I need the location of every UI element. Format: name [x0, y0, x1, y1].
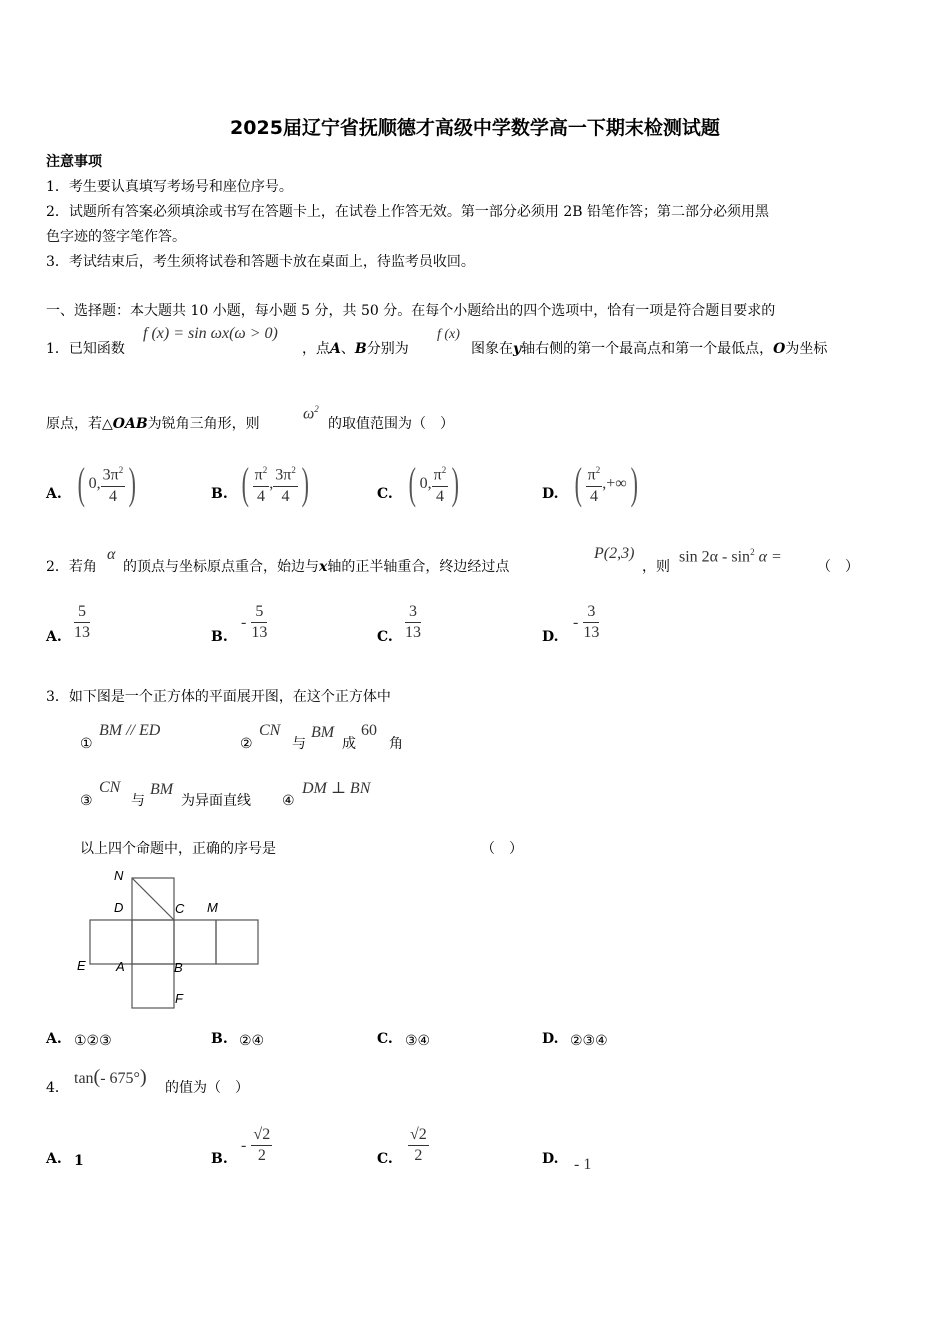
q1-line2a: 原点，若△ [46, 416, 113, 432]
q1-t2: ，点 [302, 341, 330, 357]
q2-option-c[interactable] [405, 602, 421, 643]
q1-option-d-den: 4 [589, 487, 598, 505]
q3-prop-1-mark: ① [80, 736, 93, 752]
q3-blank: （ ） [481, 841, 523, 857]
q2-option-d-label: D. [542, 629, 559, 645]
q1-option-a-den: 4 [108, 487, 117, 505]
q2-t1: 若角 [68, 559, 97, 575]
net-label-n: N [114, 868, 124, 883]
q1-option-b-den2: 4 [281, 487, 290, 505]
q1-option-b[interactable]: ( $\frac{\pi^2}{4}$ , $\frac{3\pi^2}{4}$ ) [241, 459, 309, 508]
q1-line2c: 的取值范围为（ ） [328, 416, 454, 432]
q1-option-c[interactable]: ( 0, $\frac{\pi^2}{4}$ ) [408, 459, 460, 508]
q3-prop-2-mark: ② [240, 736, 253, 752]
page-title: 2025届辽宁省抚顺德才高级中学数学高一下期末检测试题 [230, 117, 720, 139]
q2-blank: （ ） [817, 559, 859, 575]
q1-option-c-left: 0, [419, 475, 432, 492]
q1-option-b-exp2: 2 [291, 465, 296, 476]
net-label-f: F [175, 991, 183, 1006]
net-face-bottom [132, 964, 174, 1008]
q3-prop-2-bm: BM [311, 724, 335, 741]
q4-option-c[interactable] [408, 1125, 429, 1166]
net-face-center [132, 920, 174, 964]
q1-option-b-den1: 4 [256, 487, 265, 505]
q1-option-d-exp: 2 [595, 465, 601, 476]
q2-expression [679, 547, 782, 566]
q3-prop-3-cn: CN [99, 779, 121, 796]
q2-number: 2． [46, 559, 69, 575]
net-face-left [90, 920, 132, 964]
q3-option-b[interactable]: ②④ [239, 1033, 265, 1049]
q3-option-a-label: A. [46, 1031, 62, 1047]
q1-option-d[interactable]: ( $\frac{\pi^2}{4}$ ,+∞) [574, 459, 638, 508]
net-label-m: M [207, 900, 218, 915]
q1-option-d-right: ,+∞ [602, 475, 627, 492]
q4-option-a-label: A. [46, 1151, 62, 1167]
q4-option-c-label: C. [377, 1151, 393, 1167]
q4-arg: - 675° [100, 1070, 140, 1087]
q2-option-a[interactable] [74, 602, 90, 643]
q1-function-expr: f (x) = sin ωx(ω > 0) [143, 325, 278, 342]
q4-option-b[interactable] [241, 1125, 272, 1166]
q3-prop-2-cn: CN [259, 722, 281, 739]
q2-alpha: α [107, 546, 116, 563]
q1-omega: ω [303, 405, 315, 423]
q1-option-b-label: B. [211, 486, 228, 502]
notice-heading: 注意事项 [46, 154, 102, 170]
notice-item-2: 2．试题所有答案必须填涂或书写在答题卡上，在试卷上作答无效。第一部分必须用 2B 铅笔作答；第二部分必须用黑 [46, 204, 769, 220]
q1-line1-end [471, 339, 827, 359]
q3-prop-2-with: 与 [292, 736, 306, 752]
q4-option-b-num: √2 [251, 1125, 272, 1146]
q4-tan: tan [74, 1070, 94, 1087]
q1-option-c-num: π [433, 466, 442, 484]
q1-option-d-num: π [587, 466, 596, 484]
q1-option-b-num1: π [254, 466, 263, 484]
q2-line [123, 557, 509, 577]
q3-prop-2-cheng: 成 [342, 736, 356, 752]
net-face-far-right [216, 920, 258, 964]
q3-prop-4-mark: ④ [282, 793, 295, 809]
q1-t3: 分别为 [366, 341, 409, 357]
question-3 [46, 687, 391, 707]
q1-option-a-num: 3π [102, 466, 119, 484]
q3-prop-2-jiao: 角 [389, 736, 403, 752]
q4-option-c-den: 2 [414, 1147, 423, 1164]
q4-option-d[interactable]: - 1 [574, 1156, 592, 1173]
q3-prop-4: DM ⊥ BN [302, 780, 371, 797]
q3-option-d[interactable]: ②③④ [570, 1033, 608, 1049]
q1-option-c-den: 4 [435, 487, 444, 505]
q3-prop-3-mark: ③ [80, 793, 93, 809]
q1-t4: 图象在 [471, 341, 513, 357]
q4-number: 4． [46, 1080, 69, 1096]
q1-t6: 为坐标 [785, 341, 828, 357]
q2-option-b-sign: - [241, 614, 247, 631]
q1-triangle: OAB [112, 416, 148, 432]
q3-prop-2-deg: 60 [361, 722, 377, 739]
net-diagonal [132, 878, 174, 920]
q3-option-c[interactable]: ③④ [405, 1033, 431, 1049]
q3-number: 3． [46, 689, 69, 705]
q4-option-a[interactable]: 1 [74, 1153, 84, 1169]
q2-option-a-den: 13 [74, 624, 90, 641]
q3-t1: 如下图是一个正方体的平面展开图，在这个正方体中 [68, 689, 391, 705]
q2-option-a-num: 5 [74, 602, 90, 623]
q1-line2b: 为锐角三角形，则 [147, 416, 260, 432]
q2-option-b-label: B. [211, 629, 228, 645]
q2-option-d-den: 13 [583, 624, 600, 641]
q2-option-b-den: 13 [251, 624, 268, 641]
notice-item-1: 1．考生要认真填写考场号和座位序号。 [46, 179, 293, 195]
q4-expression: tan(- 675°) [74, 1066, 147, 1088]
q1-option-a-label: A. [46, 486, 62, 502]
q3-prompt: 以上四个命题中，正确的序号是 [80, 841, 276, 857]
q1-sep: 、 [340, 341, 355, 357]
question-2 [46, 557, 97, 577]
question-1 [46, 339, 125, 359]
q1-point-b: B [354, 341, 367, 357]
q2-t4: ，则 [642, 559, 670, 575]
q3-prop-3-text: 为异面直线 [181, 793, 251, 809]
notice-item-3: 3．考试结束后，考生须将试卷和答题卡放在桌面上，待监考员收回。 [46, 254, 475, 270]
q1-t5: 轴右侧的第一个最高点和第一个最低点， [521, 341, 774, 357]
q2-point: P(2,3) [594, 545, 635, 562]
q1-text: 已知函数 [68, 341, 125, 357]
net-label-a: A [116, 959, 125, 974]
q4-option-c-num: √2 [408, 1125, 429, 1146]
q2-option-c-label: C. [377, 629, 393, 645]
q2-option-b[interactable] [241, 602, 267, 643]
q2-option-d-sign: - [573, 614, 579, 631]
q1-number: 1． [46, 341, 69, 357]
q1-point-a: A [330, 341, 341, 357]
q2-t2: 的顶点与坐标原点重合，始边与 [123, 559, 319, 575]
q1-y: y [513, 341, 522, 357]
q2-t3: 轴的正半轴重合，终边经过点 [327, 559, 510, 575]
net-label-e: E [77, 958, 86, 973]
q2-option-c-den: 13 [405, 624, 421, 641]
net-label-c: C [175, 901, 185, 916]
net-face-right [174, 920, 216, 964]
q1-function [143, 325, 278, 343]
q2-option-c-num: 3 [405, 602, 421, 623]
q3-prop-3-bm: BM [150, 781, 174, 798]
q1-option-d-label: D. [542, 486, 559, 502]
q2-expr-sup: 2 [750, 547, 755, 557]
q1-line2 [46, 414, 260, 434]
q2-option-b-num: 5 [251, 602, 267, 623]
q2-x: x [319, 559, 328, 575]
section-heading: 一、选择题：本大题共 10 小题，每小题 5 分，共 50 分。在每个小题给出的四个选项中，恰有一项是符合题目要求的 [46, 303, 776, 319]
q1-option-a-left: 0, [88, 475, 101, 492]
q1-line1-rest [302, 339, 409, 359]
q2-expr: sin 2α - sin [679, 548, 751, 566]
q1-origin: O [773, 341, 786, 357]
net-label-b: B [174, 960, 183, 975]
q1-option-a-exp: 2 [118, 465, 124, 476]
q1-option-a[interactable]: ( 0, $\frac{3\pi^2}{4}$ ) [77, 459, 137, 508]
q2-option-d[interactable] [573, 602, 599, 643]
q4-option-b-label: B. [211, 1151, 228, 1167]
q1-option-b-comma: , [269, 475, 274, 492]
q1-omega-exp: 2 [314, 404, 319, 414]
q3-option-a[interactable]: ①②③ [74, 1033, 112, 1049]
q1-option-b-num2: 3π [275, 466, 292, 484]
q4-option-d-label: D. [542, 1151, 559, 1167]
q1-option-c-exp: 2 [441, 465, 447, 476]
q3-option-d-label: D. [542, 1031, 559, 1047]
q2-expr-end: α = [758, 548, 782, 566]
q1-option-c-label: C. [377, 486, 393, 502]
q4-text: 的值为（ ） [165, 1080, 249, 1096]
notice-item-2-cont: 色字迹的签字笔作答。 [46, 229, 186, 245]
q2-option-a-label: A. [46, 629, 62, 645]
q3-option-b-label: B. [211, 1031, 228, 1047]
q4-option-b-sign: - [241, 1137, 247, 1154]
q2-option-d-num: 3 [583, 602, 599, 623]
q3-prop-1: BM // ED [99, 722, 161, 739]
net-label-d: D [114, 900, 124, 915]
q3-prop-3-with: 与 [131, 793, 145, 809]
q1-option-b-exp1: 2 [262, 465, 268, 476]
q3-option-c-label: C. [377, 1031, 393, 1047]
q1-fx: f (x) [437, 327, 460, 342]
q1-omega-sq [303, 404, 319, 423]
q4-option-b-den: 2 [257, 1147, 266, 1164]
cube-net-diagram [70, 862, 270, 1014]
